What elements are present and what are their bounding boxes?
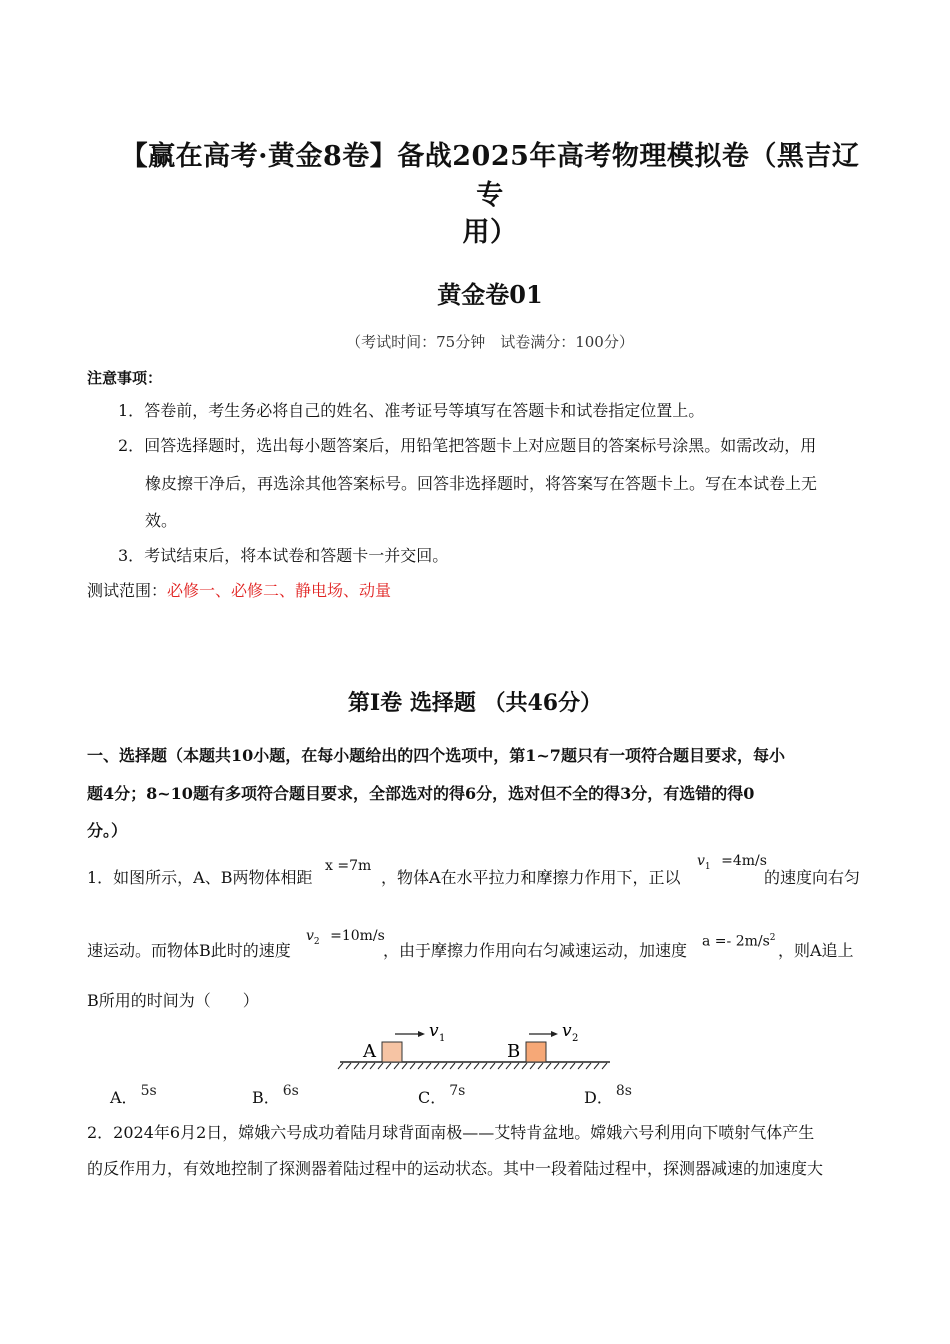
block-a	[382, 1042, 402, 1062]
section-instructions-line2: 题4分；8~10题有多项符合题目要求，全部选对的得6分，选对但不全的得3分，有选错的得0	[87, 784, 755, 803]
q1-text-seg7: B所用的时间为（ ）	[87, 991, 259, 1010]
option-value: 7s	[449, 1083, 466, 1099]
note-text: 考试结束后，将本试卷和答题卡一并交回。	[144, 546, 449, 565]
option-value: 6s	[282, 1083, 299, 1099]
q1-text-seg6: ，则A追上	[778, 941, 854, 960]
q1-eq-v2	[306, 928, 385, 947]
option-letter: C．	[418, 1088, 447, 1107]
fig-v1-subscript: 1	[439, 1033, 446, 1044]
q1-option-a[interactable]	[110, 1085, 157, 1108]
note-number: 1．	[118, 401, 145, 420]
q2-line1: 2．2024年6月2日，嫦娥六号成功着陆月球背面南极——艾特肯盆地。嫦娥六号利用向下喷射气体产生	[87, 1123, 815, 1142]
q1-text-seg4: 速运动。而物体B此时的速度	[87, 941, 291, 960]
option-letter: B．	[252, 1088, 280, 1107]
scope-value: 必修一、必修二、静电场、动量	[167, 581, 392, 600]
section-title: 第Ⅰ卷 选择题 （共46分）	[347, 690, 603, 716]
q1-text-seg5: ，由于摩擦力作用向右匀减速运动，加速度	[383, 941, 688, 960]
q1-motion-figure	[335, 1012, 615, 1074]
notes-heading: 注意事项：	[87, 369, 163, 387]
block-b	[526, 1042, 546, 1062]
ground-hatching	[338, 1063, 607, 1069]
note-item-2-line2: 橡皮擦干净后，再选涂其他答案标号。回答非选择题时，将答案写在答题卡上。写在本试卷上无	[145, 474, 818, 493]
accel-value: a =- 2m/s	[702, 933, 770, 950]
q1-text-seg3: 的速度向右匀	[764, 868, 861, 887]
option-value: 5s	[140, 1083, 157, 1099]
q1-option-d[interactable]	[584, 1085, 632, 1108]
q1-eq-acceleration	[702, 933, 776, 950]
v1-subscript: 1	[704, 861, 711, 872]
v2-subscript: 2	[313, 936, 320, 947]
exam-info: （考试时间：75分钟 试卷满分：100分）	[346, 333, 634, 351]
v2-symbol: v	[306, 928, 314, 944]
fig-v2-symbol: v	[562, 1021, 572, 1041]
q1-eq-distance: x =7m	[325, 858, 372, 874]
q1-option-c[interactable]	[418, 1085, 465, 1108]
exam-title-line2: 用）	[462, 217, 518, 248]
exam-title-line1: 【赢在高考·黄金8卷】备战2025年高考物理模拟卷（黑吉辽专	[120, 141, 860, 211]
accel-superscript: 2	[769, 933, 776, 943]
fig-v1-symbol: v	[429, 1021, 439, 1041]
paper-subtitle: 黄金卷01	[437, 280, 543, 309]
label-a: A	[363, 1041, 376, 1062]
section-instructions-line1: 一、选择题（本题共10小题，在每小题给出的四个选项中，第1~7题只有一项符合题目要求，每小	[87, 746, 785, 765]
v2-arrowhead	[551, 1031, 558, 1037]
note-number: 2．	[118, 436, 145, 455]
note-number: 3．	[118, 546, 145, 565]
v1-symbol: v	[697, 853, 705, 869]
q2-line2: 的反作用力，有效地控制了探测器着陆过程中的运动状态。其中一段着陆过程中，探测器减速的加速度大	[87, 1159, 824, 1178]
option-value: 8s	[615, 1083, 632, 1099]
v2-value: =10m/s	[330, 928, 385, 944]
q1-text-seg1: 1．如图所示，A、B两物体相距	[87, 868, 313, 887]
note-item-3	[118, 546, 448, 566]
note-item-2	[118, 436, 816, 456]
q1-eq-v1	[697, 853, 767, 872]
option-letter: D．	[584, 1088, 613, 1107]
note-item-1	[118, 401, 704, 421]
scope-label: 测试范围：	[87, 581, 168, 600]
label-b: B	[507, 1041, 521, 1062]
test-scope	[87, 581, 391, 601]
q1-option-b[interactable]	[252, 1085, 299, 1108]
v1-arrowhead	[418, 1031, 425, 1037]
fig-v2-subscript: 2	[572, 1033, 579, 1044]
note-text: 答卷前，考生务必将自己的姓名、准考证号等填写在答题卡和试卷指定位置上。	[144, 401, 705, 420]
section-instructions-line3: 分。）	[87, 821, 128, 840]
v1-value: =4m/s	[721, 853, 767, 869]
q1-text-seg2: ，物体A在水平拉力和摩擦力作用下，正以	[381, 868, 681, 887]
option-letter: A．	[110, 1088, 138, 1107]
note-text: 回答选择题时，选出每小题答案后，用铅笔把答题卡上对应题目的答案标号涂黑。如需改动，用	[144, 436, 817, 455]
note-item-2-line3: 效。	[145, 511, 178, 530]
